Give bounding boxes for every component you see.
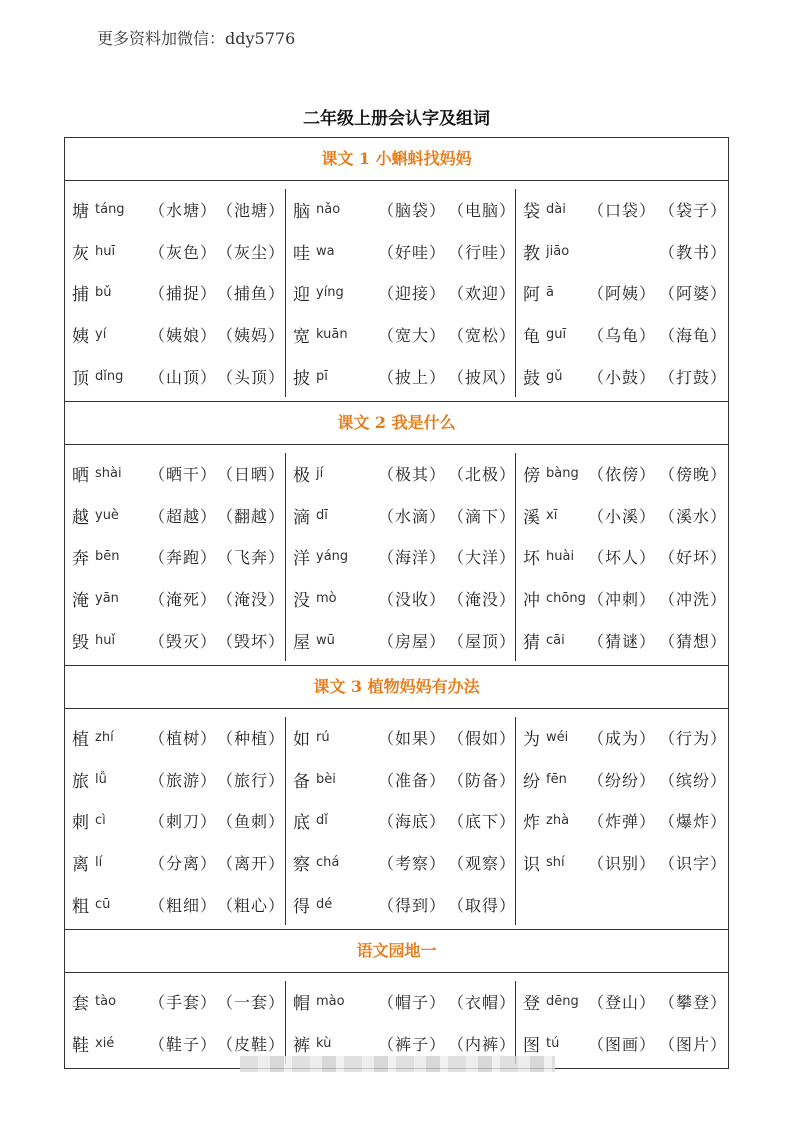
lesson-section: [65, 401, 728, 665]
character: 披: [293, 368, 310, 389]
word-entry: [286, 355, 515, 397]
word-entry: [286, 717, 515, 759]
word-2: （宽松）: [448, 326, 517, 346]
word-1: （炸弹）: [588, 812, 657, 832]
pinyin: yān: [95, 591, 119, 607]
word-2: （种植）: [217, 729, 286, 749]
pinyin: dài: [546, 202, 566, 218]
word-1: （刺刀）: [149, 812, 218, 832]
word-1: （分离）: [149, 854, 218, 874]
word-2: （一套）: [217, 993, 286, 1013]
character: 塘: [72, 202, 89, 223]
word-1: （好哇）: [378, 242, 447, 262]
character: 教: [523, 243, 540, 264]
lesson-section: [65, 665, 728, 929]
word-2: （毁坏）: [217, 631, 286, 651]
word-entry: [65, 355, 285, 397]
word-1: （超越）: [149, 506, 218, 526]
word-2: （冲洗）: [659, 590, 728, 610]
word-1: （坏人）: [588, 548, 657, 568]
word-1: （乌龟）: [588, 326, 657, 346]
word-2: （鱼刺）: [217, 812, 286, 832]
word-2: （爆炸）: [659, 812, 728, 832]
character: 洋: [293, 549, 310, 570]
pinyin: jiāo: [546, 243, 570, 259]
word-column: [65, 717, 285, 925]
word-1: （得到）: [378, 895, 447, 915]
word-2: （欢迎）: [448, 284, 517, 304]
word-1: （淹死）: [149, 590, 218, 610]
pinyin: lǚ: [95, 771, 107, 787]
word-2: （防备）: [448, 770, 517, 790]
pinyin: cū: [95, 896, 111, 912]
character: 猜: [523, 632, 540, 653]
word-entry: [286, 536, 515, 578]
word-entry: [65, 717, 285, 759]
word-entry: [65, 495, 285, 537]
word-column: [515, 717, 728, 925]
word-2: （攀登）: [659, 993, 728, 1013]
pinyin: guī: [546, 327, 567, 343]
word-2: （姨妈）: [217, 326, 286, 346]
word-2: （底下）: [448, 812, 517, 832]
pinyin: jí: [316, 466, 324, 482]
word-2: （猜想）: [659, 631, 728, 651]
word-1: （口袋）: [588, 201, 657, 221]
character: 如: [293, 730, 310, 751]
character: 傍: [523, 466, 540, 487]
character: 炸: [523, 813, 540, 834]
word-2: （衣帽）: [448, 993, 517, 1013]
word-2: （图片）: [659, 1034, 728, 1054]
word-2: （教书）: [659, 242, 728, 262]
word-column: [285, 453, 515, 661]
pinyin: tú: [546, 1035, 560, 1051]
pinyin: lí: [95, 855, 103, 871]
character: 淹: [72, 591, 89, 612]
word-column: [285, 189, 515, 397]
character: 底: [293, 813, 310, 834]
word-entry: [65, 189, 285, 231]
word-1: （迎接）: [378, 284, 447, 304]
character: 鼓: [523, 368, 540, 389]
pinyin: bǔ: [95, 285, 112, 301]
character: 套: [72, 994, 89, 1015]
lesson-section: [65, 929, 728, 1068]
pinyin: tào: [95, 994, 117, 1010]
word-1: （如果）: [378, 729, 447, 749]
character: 屋: [293, 632, 310, 653]
word-entry: [65, 619, 285, 661]
word-entry: [516, 578, 728, 620]
word-1: （小溪）: [588, 506, 657, 526]
character: 灰: [72, 243, 89, 264]
pinyin: yí: [95, 327, 107, 343]
character: 毁: [72, 632, 89, 653]
character: 植: [72, 730, 89, 751]
word-entry: [516, 231, 728, 273]
word-1: （准备）: [378, 770, 447, 790]
word-1: （裤子）: [378, 1034, 447, 1054]
word-2: （淹没）: [448, 590, 517, 610]
character: 顶: [72, 368, 89, 389]
word-column: [285, 717, 515, 925]
word-entry: [65, 231, 285, 273]
character: 察: [293, 855, 310, 876]
word-2: （好坏）: [659, 548, 728, 568]
character: 备: [293, 771, 310, 792]
character: 哇: [293, 243, 310, 264]
word-2: （取得）: [448, 895, 517, 915]
word-2: （行哇）: [448, 242, 517, 262]
word-1: （海洋）: [378, 548, 447, 568]
word-2: （皮鞋）: [217, 1034, 286, 1054]
pinyin: yuè: [95, 507, 119, 523]
word-2: （海龟）: [659, 326, 728, 346]
word-entry: [516, 272, 728, 314]
pinyin: cì: [95, 813, 106, 829]
word-entry: [516, 800, 728, 842]
character: 登: [523, 994, 540, 1015]
word-entry: [65, 272, 285, 314]
word-1: （识别）: [588, 854, 657, 874]
pinyin: kù: [316, 1035, 332, 1051]
character: 极: [293, 466, 310, 487]
pinyin: pī: [316, 368, 328, 384]
character: 迎: [293, 285, 310, 306]
character: 越: [72, 507, 89, 528]
word-1: （旅游）: [149, 770, 218, 790]
word-entry: [286, 619, 515, 661]
word-2: （打鼓）: [659, 367, 728, 387]
word-entry: [516, 759, 728, 801]
word-2: （行为）: [659, 729, 728, 749]
pinyin: dī: [316, 507, 328, 523]
word-entry: [65, 883, 285, 925]
word-column: [65, 981, 285, 1064]
word-2: （淹没）: [217, 590, 286, 610]
pinyin: dǐng: [95, 368, 124, 384]
word-1: （帽子）: [378, 993, 447, 1013]
word-1: （毁灭）: [149, 631, 218, 651]
section-grid: [65, 181, 728, 401]
character: 奔: [72, 549, 89, 570]
word-entry: [286, 453, 515, 495]
word-column: [285, 981, 515, 1064]
word-1: （依傍）: [588, 465, 657, 485]
pinyin: ā: [546, 285, 554, 301]
section-heading: 课文 2 我是什么: [65, 402, 728, 445]
word-2: （屋顶）: [448, 631, 517, 651]
character: 脑: [293, 202, 310, 223]
section-heading: 语文园地一: [65, 930, 728, 973]
word-2: （披风）: [448, 367, 517, 387]
page-title: 二年级上册会认字及组词: [303, 109, 490, 129]
pinyin: wū: [316, 632, 335, 648]
character: 袋: [523, 202, 540, 223]
character: 阿: [523, 285, 540, 306]
word-1: （鞋子）: [149, 1034, 218, 1054]
word-1: （登山）: [588, 993, 657, 1013]
word-entry: [286, 272, 515, 314]
pinyin: zhí: [95, 730, 114, 746]
character: 晒: [72, 466, 89, 487]
word-1: （阿姨）: [588, 284, 657, 304]
pinyin: chá: [316, 855, 340, 871]
pinyin: bēn: [95, 549, 120, 565]
character: 溪: [523, 507, 540, 528]
word-2: （旅行）: [217, 770, 286, 790]
word-entry: [286, 800, 515, 842]
word-1: （猜谜）: [588, 631, 657, 651]
word-2: （头顶）: [217, 367, 286, 387]
word-column: [515, 453, 728, 661]
word-entry: [516, 981, 728, 1023]
character: 鞋: [72, 1035, 89, 1056]
pinyin: gǔ: [546, 368, 563, 384]
word-entry: [516, 453, 728, 495]
character: 裤: [293, 1035, 310, 1056]
pinyin: zhà: [546, 813, 570, 829]
character: 为: [523, 730, 540, 751]
word-2: （离开）: [217, 854, 286, 874]
word-2: （电脑）: [448, 201, 517, 221]
character: 离: [72, 855, 89, 876]
pinyin: chōng: [546, 591, 586, 607]
word-1: （小鼓）: [588, 367, 657, 387]
section-heading: 课文 3 植物妈妈有办法: [65, 666, 728, 709]
word-entry: [286, 189, 515, 231]
word-entry: [286, 578, 515, 620]
pinyin: huài: [546, 549, 575, 565]
pinyin: shí: [546, 855, 565, 871]
word-entry: [516, 314, 728, 356]
pinyin: yáng: [316, 549, 349, 565]
word-entry: [286, 759, 515, 801]
pinyin: táng: [95, 202, 125, 218]
pinyin: shài: [95, 466, 122, 482]
section-grid: [65, 445, 728, 665]
character: 坏: [523, 549, 540, 570]
word-1: （水滴）: [378, 506, 447, 526]
word-2: （灰尘）: [217, 242, 286, 262]
word-1: （奔跑）: [149, 548, 218, 568]
pinyin: kuān: [316, 327, 348, 343]
pinyin: xī: [546, 507, 558, 523]
word-2: （阿婆）: [659, 284, 728, 304]
pinyin: huī: [95, 243, 116, 259]
word-1: （粗细）: [149, 895, 218, 915]
character: 滴: [293, 507, 310, 528]
word-2: （池塘）: [217, 201, 286, 221]
word-2: （捕鱼）: [217, 284, 286, 304]
word-2: （翻越）: [217, 506, 286, 526]
word-1: （晒干）: [149, 465, 218, 485]
word-entry: [516, 619, 728, 661]
word-2: （北极）: [448, 465, 517, 485]
character: 宽: [293, 327, 310, 348]
word-entry: [286, 981, 515, 1023]
character: 旅: [72, 771, 89, 792]
word-entry: [286, 495, 515, 537]
character: 得: [293, 896, 310, 917]
character: 刺: [72, 813, 89, 834]
word-entry: [516, 355, 728, 397]
character: 识: [523, 855, 540, 876]
word-entry: [65, 981, 285, 1023]
word-2: （观察）: [448, 854, 517, 874]
word-1: （成为）: [588, 729, 657, 749]
word-1: （冲刺）: [588, 590, 657, 610]
word-2: （假如）: [448, 729, 517, 749]
pinyin: bèi: [316, 771, 336, 787]
vocabulary-table: [64, 137, 729, 1069]
pinyin: rú: [316, 730, 330, 746]
word-2: （识字）: [659, 854, 728, 874]
word-2: （溪水）: [659, 506, 728, 526]
word-2: （缤纷）: [659, 770, 728, 790]
word-1: （植树）: [149, 729, 218, 749]
character: 龟: [523, 327, 540, 348]
word-1: （图画）: [588, 1034, 657, 1054]
word-2: （飞奔）: [217, 548, 286, 568]
word-1: （山顶）: [149, 367, 218, 387]
pinyin: dǐ: [316, 813, 328, 829]
word-2: （粗心）: [217, 895, 286, 915]
word-column: [65, 453, 285, 661]
word-entry: [286, 883, 515, 925]
word-entry: [65, 453, 285, 495]
word-1: （纷纷）: [588, 770, 657, 790]
word-1: （宽大）: [378, 326, 447, 346]
section-grid: [65, 973, 728, 1068]
word-1: （海底）: [378, 812, 447, 832]
word-1: （房屋）: [378, 631, 447, 651]
word-1: （考察）: [378, 854, 447, 874]
word-1: （脑袋）: [378, 201, 447, 221]
word-entry: [286, 842, 515, 884]
word-column: [515, 189, 728, 397]
word-entry: [516, 842, 728, 884]
word-entry: [516, 495, 728, 537]
pinyin: fēn: [546, 771, 567, 787]
word-1: （手套）: [149, 993, 218, 1013]
pinyin: cāi: [546, 632, 565, 648]
word-entry: [65, 314, 285, 356]
lesson-section: [65, 138, 728, 401]
pinyin: mào: [316, 994, 345, 1010]
word-2: （袋子）: [659, 201, 728, 221]
character: 图: [523, 1035, 540, 1056]
word-1: （捕捉）: [149, 284, 218, 304]
word-2: （日晒）: [217, 465, 286, 485]
word-column: [515, 981, 728, 1064]
word-2: （傍晚）: [659, 465, 728, 485]
pinyin: mò: [316, 591, 337, 607]
word-entry: [286, 314, 515, 356]
word-1: （灰色）: [149, 242, 218, 262]
character: 没: [293, 591, 310, 612]
pinyin: bàng: [546, 466, 579, 482]
character: 姨: [72, 327, 89, 348]
pinyin: xié: [95, 1035, 115, 1051]
character: 帽: [293, 994, 310, 1015]
word-1: （水塘）: [149, 201, 218, 221]
word-entry: [516, 536, 728, 578]
word-2: （内裤）: [448, 1034, 517, 1054]
word-entry: [65, 842, 285, 884]
word-entry: [516, 717, 728, 759]
word-1: （姨娘）: [149, 326, 218, 346]
character: 纷: [523, 771, 540, 792]
word-1: （披上）: [378, 367, 447, 387]
word-entry: [65, 759, 285, 801]
pinyin: dé: [316, 896, 333, 912]
watermark-text: 更多资料加微信：ddy5776: [97, 29, 296, 48]
word-2: （大洋）: [448, 548, 517, 568]
word-1: （极其）: [378, 465, 447, 485]
word-1: （没收）: [378, 590, 447, 610]
character: 粗: [72, 896, 89, 917]
pinyin: nǎo: [316, 202, 341, 218]
word-entry: [286, 231, 515, 273]
blurred-footer: [240, 1056, 555, 1072]
word-entry: [65, 536, 285, 578]
pinyin: dēng: [546, 994, 579, 1010]
pinyin: yíng: [316, 285, 344, 301]
section-heading: 课文 1 小蝌蚪找妈妈: [65, 138, 728, 181]
pinyin: huǐ: [95, 632, 116, 648]
word-column: [65, 189, 285, 397]
word-entry: [516, 189, 728, 231]
character: 冲: [523, 591, 540, 612]
word-entry: [65, 800, 285, 842]
word-entry: [65, 578, 285, 620]
word-2: （滴下）: [448, 506, 517, 526]
pinyin: wéi: [546, 730, 569, 746]
section-grid: [65, 709, 728, 929]
character: 捕: [72, 285, 89, 306]
pinyin: wa: [316, 243, 335, 259]
